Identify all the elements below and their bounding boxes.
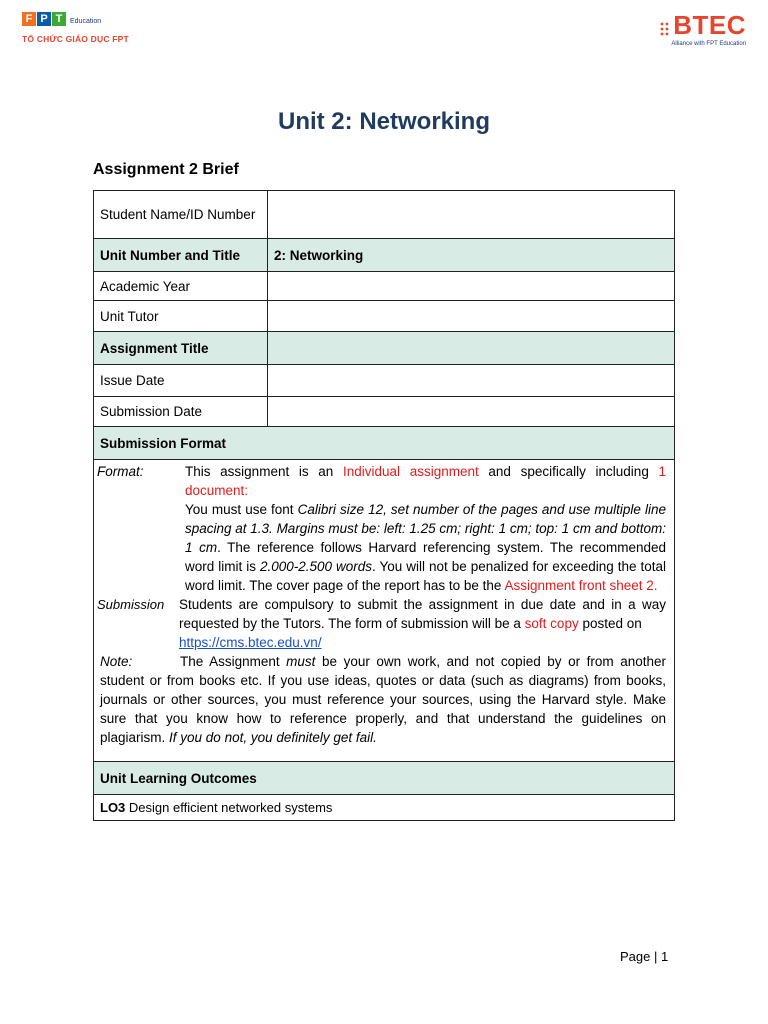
document-count-text: 1 document: — [185, 464, 667, 498]
table-row — [94, 397, 675, 427]
submission-key: Submission — [97, 597, 165, 612]
btec-logo — [636, 12, 746, 56]
format-text-part: . You will not be penalized for exceeding the total word limit. The cover page of the report has to be the — [185, 559, 666, 593]
word-limit-text: 2.000-2.500 words — [259, 559, 372, 574]
learning-outcomes-heading: Unit Learning Outcomes — [94, 762, 675, 795]
assignment-brief-table — [93, 190, 675, 821]
issue-date-value — [268, 365, 675, 397]
lo3-text: Design efficient networked systems — [125, 800, 333, 815]
lo3-row — [94, 795, 675, 821]
format-text-part: and specifically including — [478, 464, 659, 479]
format-text-part: . The reference follows Harvard referencing system. The recommended word limit is — [185, 540, 666, 574]
table-row — [94, 427, 675, 460]
format-text — [185, 462, 666, 595]
lo3-code: LO3 — [100, 800, 126, 815]
table-row — [94, 272, 675, 301]
fail-warning-text: If you do not, you definitely get fail. — [169, 730, 377, 745]
row-label: Unit Tutor — [94, 301, 268, 332]
fpt-education-text: Education — [70, 17, 102, 25]
format-text-part: This assignment is an — [185, 464, 343, 479]
table-row — [94, 795, 675, 821]
font-requirements-text: Calibri size 12, set number of the pages and use multiple line spacing at 1.3. Margins must be: left: 1.25 cm; right: 1 cm; top: 1 cm and bottom: 1 cm — [185, 502, 666, 555]
table-row — [94, 332, 675, 365]
table-row — [94, 365, 675, 397]
submission-text-part: Students are compulsory to submit the assignment in due date and in a way requested by the Tutors. The form of submission will be a — [179, 597, 666, 631]
submission-text-part: posted on — [578, 616, 642, 631]
individual-assignment-text: Individual assignment — [342, 464, 479, 479]
row-label: Assignment Title — [94, 332, 268, 365]
cms-link[interactable]: https://cms.btec.edu.vn/ — [179, 635, 322, 650]
note-section — [97, 652, 666, 747]
table-row — [94, 239, 675, 272]
btec-dots-icon — [659, 21, 671, 39]
page-number: Page | 1 — [620, 949, 669, 964]
unit-tutor-value — [268, 301, 675, 332]
note-text-part: The Assignment — [180, 654, 287, 669]
submission-text — [179, 595, 666, 652]
assignment-brief-heading: Assignment 2 Brief — [93, 161, 239, 178]
row-label: Unit Number and Title — [94, 239, 268, 272]
format-section — [97, 462, 666, 595]
btec-wordmark: BTEC — [673, 10, 746, 40]
table-row — [94, 191, 675, 239]
note-key: Note: — [100, 654, 133, 669]
note-text-part: be your own work, and not copied by or from another student or from books etc. If you use ideas, quotes or data (such as diagrams) from books, journals or other sources, you must reference your sources, using the Harvard style. Make sure that you know how to reference properly, and that understand the guidelines on plagiarism. — [100, 654, 666, 745]
submission-format-heading: Submission Format — [94, 427, 675, 460]
table-row — [94, 301, 675, 332]
row-label: Student Name/ID Number — [94, 191, 268, 239]
must-emphasis: must — [286, 654, 316, 669]
submission-section — [97, 595, 666, 652]
page-title: Unit 2: Networking — [277, 108, 490, 135]
fpt-org-name: TỔ CHỨC GIÁO DỤC FPT — [22, 34, 129, 44]
fpt-letter-p: P — [37, 12, 51, 26]
front-sheet-text: Assignment front sheet 2. — [504, 578, 658, 593]
table-row — [94, 460, 675, 762]
format-key: Format: — [97, 464, 144, 479]
row-label: Academic Year — [94, 272, 268, 301]
table-row — [94, 762, 675, 795]
student-name-value — [268, 191, 675, 239]
fpt-letter-f: F — [22, 12, 36, 26]
soft-copy-text: soft copy — [524, 616, 579, 631]
assignment-title-value — [268, 332, 675, 365]
fpt-education-logo — [22, 12, 182, 52]
submission-format-body — [94, 460, 675, 762]
row-label: Submission Date — [94, 397, 268, 427]
row-label: Issue Date — [94, 365, 268, 397]
unit-number-value: 2: Networking — [268, 239, 675, 272]
submission-date-value — [268, 397, 675, 427]
academic-year-value — [268, 272, 675, 301]
fpt-letter-t: T — [52, 12, 66, 26]
format-text-part: You must use font — [185, 502, 298, 517]
btec-alliance-text: Alliance with FPT Education — [671, 41, 746, 47]
